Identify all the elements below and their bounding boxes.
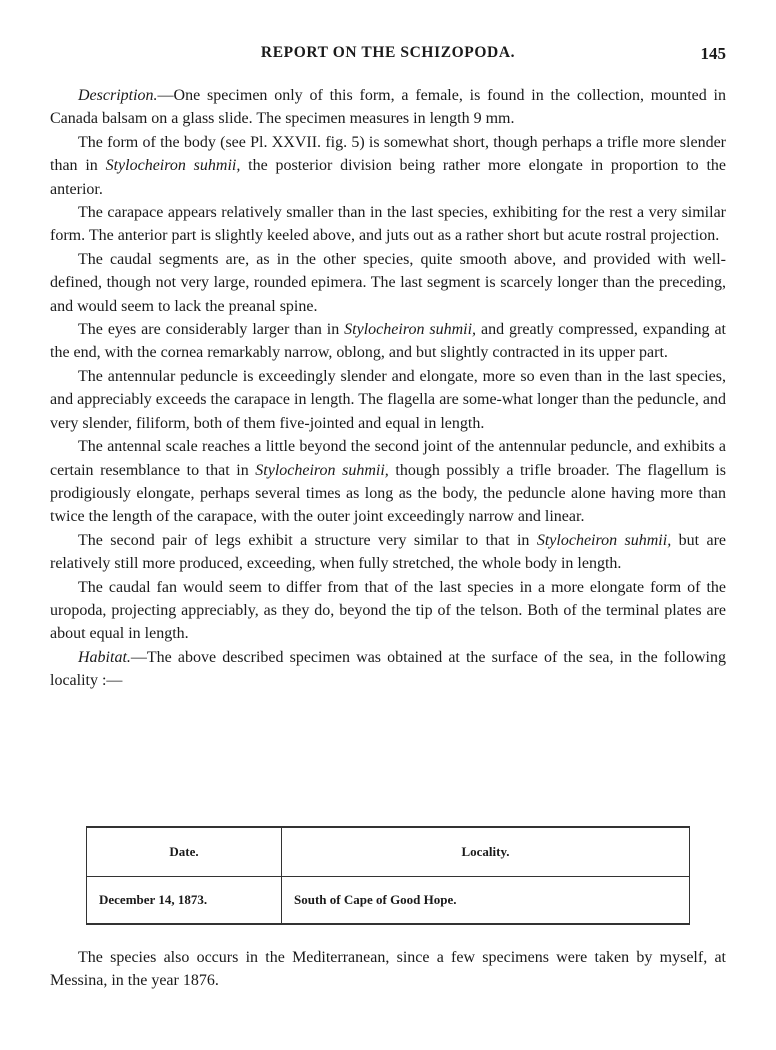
body-paragraph: The eyes are considerably larger than in Stylocheiron suhmii, and greatly compressed, expanding at the end, with the cornea remarkably narrow, oblong, and but slightly contracted in its upper part. [50,321,727,362]
body-text [50,84,726,693]
body-paragraph: The antennal scale reaches a little beyond the second joint of the antennular peduncle, and exhibits a certain resemblance to that in Stylocheiron suhmii, though possibly a trifle broader. The flagellum is prodigiously elongate, perhaps several times as long as the body, the peduncle alone having more than twice the length of the carapace, with the outer joint exceedingly narrow and linear. [50,438,727,526]
page-number: 145 [700,44,726,63]
table-header-locality: Locality. [282,827,690,877]
body-paragraph: The caudal segments are, as in the other species, quite smooth above, and provided with well-defined, though not very large, rounded epimera. The last segment is scarcely longer than the preceding, and would seem to lack the preanal spine. [50,250,726,315]
running-header [50,44,726,68]
body-paragraph: The carapace appears relatively smaller than in the last species, exhibiting for the rest a very similar form. The anterior part is slightly keeled above, and juts out as a rather short but acute rostral projection. [50,204,726,245]
body-paragraph: The antennular peduncle is exceedingly slender and elongate, more so even than in the last species, and appreciably exceeds the carapace in length. The flagella are some-what longer than the peduncle, and very slender, filiform, both of them five-jointed and equal in length. [50,367,726,432]
paragraph-lead: Description. [78,87,158,104]
locality-table-wrapper [86,826,690,925]
body-paragraph: Habitat.—The above described specimen was obtained at the surface of the sea, in the following locality :— [50,648,726,690]
running-title: REPORT ON THE SCHIZOPODA. [260,44,516,61]
closing-text [50,946,726,993]
table-row [87,877,690,925]
table-cell-date: December 14, 1873. [87,877,282,925]
table-cell-locality: South of Cape of Good Hope. [282,877,690,925]
body-paragraph: Description.—One specimen only of this form, a female, is found in the collection, mounted in Canada balsam on a glass slide. The specimen measures in length 9 mm. [50,87,726,128]
paragraph-lead: Habitat. [78,648,131,666]
body-paragraph: The caudal fan would seem to differ from that of the last species in a more elongate form of the uropoda, projecting appreciably, as they do, beyond the tip of the telson. Both of the terminal plates are about equal in length. [50,578,726,643]
species-name: Stylocheiron suhmii, [255,461,389,479]
table-header-date: Date. [87,827,282,877]
locality-table [86,826,690,925]
body-paragraph: The form of the body (see Pl. XXVII. fig. 5) is somewhat short, though perhaps a trifle more slender than in Stylocheiron suhmii, the posterior division being rather more elongate in proportion to the anterior. [50,133,726,198]
body-paragraph: The second pair of legs exhibit a structure very similar to that in Stylocheiron suhmii, but are relatively still more produced, exceeding, when fully stretched, the whole body in length. [50,531,726,573]
species-name: Stylocheiron suhmii, [344,321,477,339]
species-name: Stylocheiron suhmii, [536,531,672,549]
table-header-row [87,827,690,877]
closing-paragraph: The species also occurs in the Mediterranean, since a few specimens were taken by myself, at Messina, in the year 1876. [50,949,726,990]
species-name: Stylocheiron suhmii, [105,157,241,175]
